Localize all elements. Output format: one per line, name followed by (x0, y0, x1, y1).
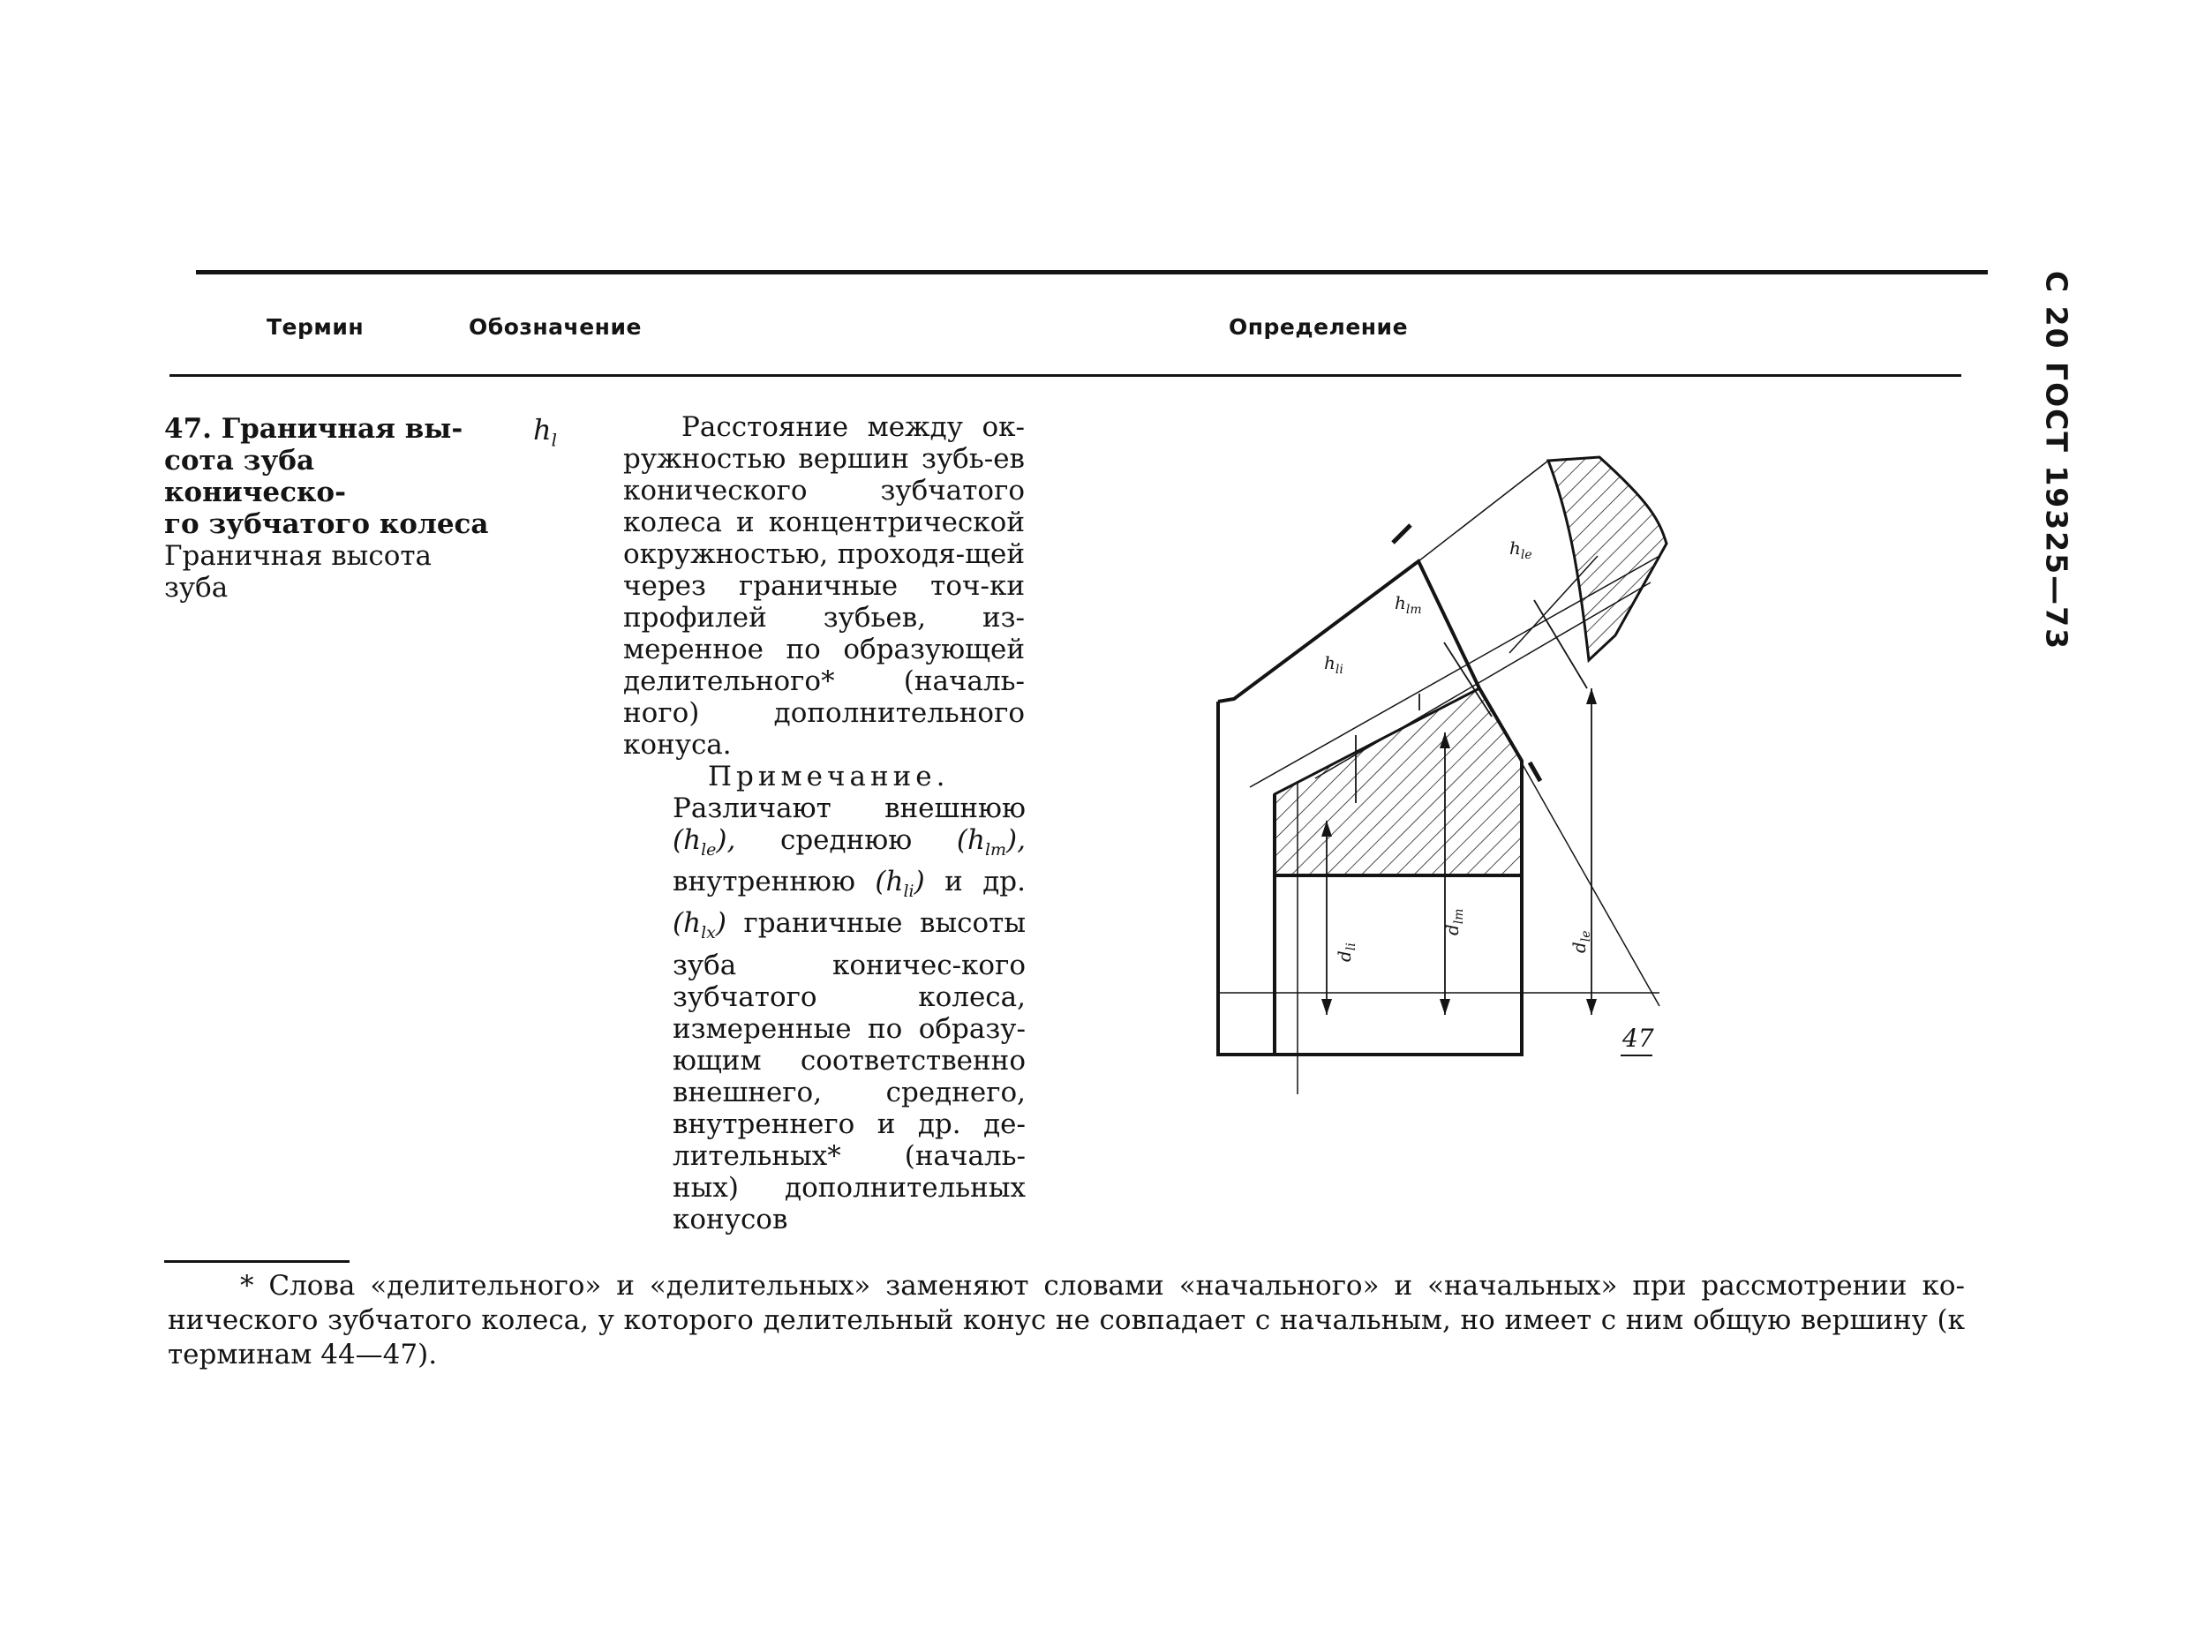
header-bottom-rule (169, 374, 1961, 377)
label-d-le: $d_{le}$ (1569, 930, 1593, 953)
note-text: и др. (924, 866, 1026, 898)
side-header-text: С 20 ГОСТ 19325—73 (2039, 270, 2074, 651)
label-d-li: $d_{li}$ (1334, 942, 1358, 962)
note-text: среднюю (735, 824, 957, 856)
note-symbol-hlm: $(h_{lm})$, (956, 824, 1026, 860)
footnote-rule (164, 1260, 350, 1263)
header-symbol: Обозначение (469, 314, 642, 340)
side-header (2030, 270, 2083, 651)
term-symbol-sub: l (551, 429, 558, 451)
header-term: Термин (267, 314, 365, 340)
definition-note (673, 761, 1026, 1235)
term-definition: Расстояние между ок-ружностью вершин зубь-ев конического зубчатого колеса и концентрической окружностью, проходя-щей через граничные точ-ки профилей зубьев, из-меренное по образующей делительного* (началь-ного) дополнительного конуса. (623, 411, 1025, 761)
label-h-lm: $h_{lm}$ (1395, 592, 1422, 617)
note-title: Примечание. (708, 761, 950, 792)
note-text: Различают внешнюю (673, 792, 1026, 824)
term-symbol-main: h (533, 413, 552, 447)
label-d-lm: $d_{lm}$ (1441, 908, 1466, 935)
term-synonym: Граничная высота зуба (164, 540, 433, 604)
note-symbol-hli: $(h_{li})$ (875, 866, 925, 902)
header-top-rule (196, 270, 1988, 274)
bevel-gear-drawing (1200, 441, 1695, 1094)
term-symbol (533, 413, 557, 450)
note-text: внутреннюю (673, 866, 876, 898)
note-symbol-hlx: $(h_{lx})$ (673, 907, 726, 943)
term-cell (164, 413, 491, 604)
footnote: * Слова «делительного» и «делительных» заменяют словами «начального» и «начальных» при рассмотрении ко-нического зубчатого колеса, у которого делительный конус не совпадает с начальным, но имеет с ним общую вершину (к терминам 44—47). (168, 1270, 1965, 1370)
note-body (673, 792, 1026, 1235)
label-h-le: $h_{le}$ (1509, 537, 1532, 562)
note-text: граничные высоты зуба коничес-кого зубчатого колеса, измеренные по образу-ющим соответственно внешнего, среднего, внутреннего и др. де-лительных* (началь-ных) дополнительных конусов (673, 907, 1026, 1235)
header-definition: Определение (1229, 314, 1409, 340)
note-symbol-hle: $(h_{le})$, (673, 824, 736, 860)
term-name: 47. Граничная вы- сота зуба коническо- го зубчатого колеса (164, 413, 489, 540)
figure-number: 47 (1622, 1024, 1654, 1053)
label-h-li: $h_{li}$ (1324, 652, 1343, 677)
